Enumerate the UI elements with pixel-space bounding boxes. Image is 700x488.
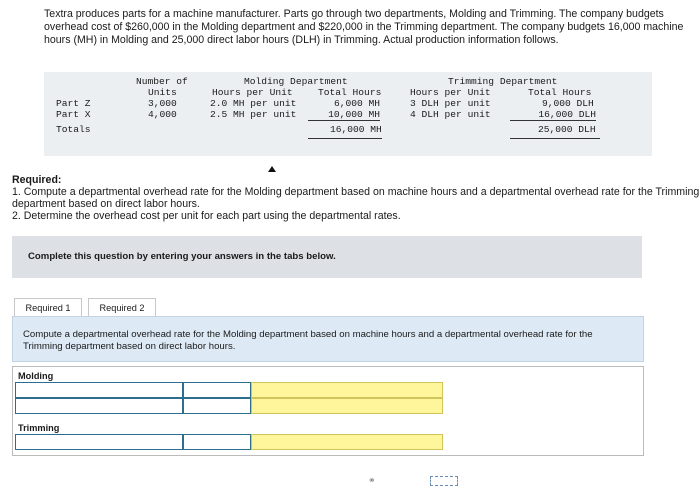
required-section <box>12 174 700 222</box>
totals-label: Totals <box>56 124 91 135</box>
required-item-1: 1. Compute a departmental overhead rate for the Molding department based on machine hours and a departmental overhead rate for the Trimming department based on direct labor hours. <box>12 186 700 210</box>
row-mold-total: 6,000 MH <box>334 98 381 109</box>
row-mold-hpu: 2.0 MH per unit <box>210 98 297 109</box>
banner-text: Complete this question by entering your answers in the tabs below. <box>28 251 336 262</box>
row-units: 4,000 <box>148 109 177 120</box>
header-units-1: Number of <box>136 76 188 87</box>
instructions-banner <box>12 236 642 278</box>
molding-rate-output <box>251 382 443 398</box>
molding-numerator-label-input[interactable] <box>15 398 183 414</box>
header-trimming: Trimming Department <box>448 76 558 87</box>
task-instruction <box>12 316 644 362</box>
required-heading: Required: <box>12 174 62 186</box>
production-table <box>44 72 652 156</box>
molding-numerator-input[interactable] <box>15 382 183 398</box>
problem-text: Textra produces parts for a machine manufacturer. Parts go through two departments, Molding and Trimming. The company budgets overhead cost of $260,000 in the Molding department and $220,000 in the Trimming department. The company budgets 16,000 machine hours (MH) in Molding and 25,000 direct labor hours (DLH) in Trimming. Actual production information follows. <box>44 8 684 46</box>
row-trim-total: 9,000 DLH <box>542 98 594 109</box>
mold-grand-total: 16,000 MH <box>330 124 382 135</box>
row-trim-total: 16,000 DLH <box>510 109 596 121</box>
header-molding: Molding Department <box>244 76 348 87</box>
trimming-denominator-input[interactable] <box>183 434 251 450</box>
row-mold-total: 10,000 MH <box>308 109 380 121</box>
trim-grand-total: 25,000 DLH <box>538 124 596 135</box>
trimming-numerator-input[interactable] <box>15 434 183 450</box>
row-label: Part Z <box>56 98 91 109</box>
row-trim-hpu: 3 DLH per unit <box>410 98 491 109</box>
header-units-2: Units <box>148 87 177 98</box>
cursor-icon <box>268 166 276 172</box>
trim-total-underline <box>510 138 600 139</box>
keyboard-icon[interactable] <box>430 476 458 486</box>
header-trim-hpu: Hours per Unit <box>410 87 491 98</box>
row-mold-hpu: 2.5 MH per unit <box>210 109 297 120</box>
row-trim-hpu: 4 DLH per unit <box>410 109 491 120</box>
molding-rate-label-output <box>251 398 443 414</box>
row-label: Part X <box>56 109 91 120</box>
required-item-2: 2. Determine the overhead cost per unit for each part using the departmental rates. <box>12 210 401 222</box>
tab-required-1[interactable]: Required 1 <box>14 298 82 318</box>
row-label-molding: Molding <box>18 371 54 381</box>
link-icon[interactable]: ⚭ <box>368 475 376 485</box>
molding-denominator-label-input[interactable] <box>183 398 251 414</box>
instruction-text: Compute a departmental overhead rate for the Molding department based on machine hours and a departmental overhead rate for the Trimming department based on direct labor hours. <box>23 329 593 352</box>
trimming-rate-output <box>251 434 443 450</box>
mold-total-underline <box>308 138 382 139</box>
answer-grid <box>12 366 644 456</box>
header-trim-total: Total Hours <box>528 87 592 98</box>
header-mold-hpu: Hours per Unit <box>212 87 293 98</box>
row-units: 3,000 <box>148 98 177 109</box>
tab-required-2[interactable]: Required 2 <box>88 298 156 318</box>
header-mold-total: Total Hours <box>318 87 382 98</box>
row-label-trimming: Trimming <box>18 423 60 433</box>
molding-denominator-input[interactable] <box>183 382 251 398</box>
